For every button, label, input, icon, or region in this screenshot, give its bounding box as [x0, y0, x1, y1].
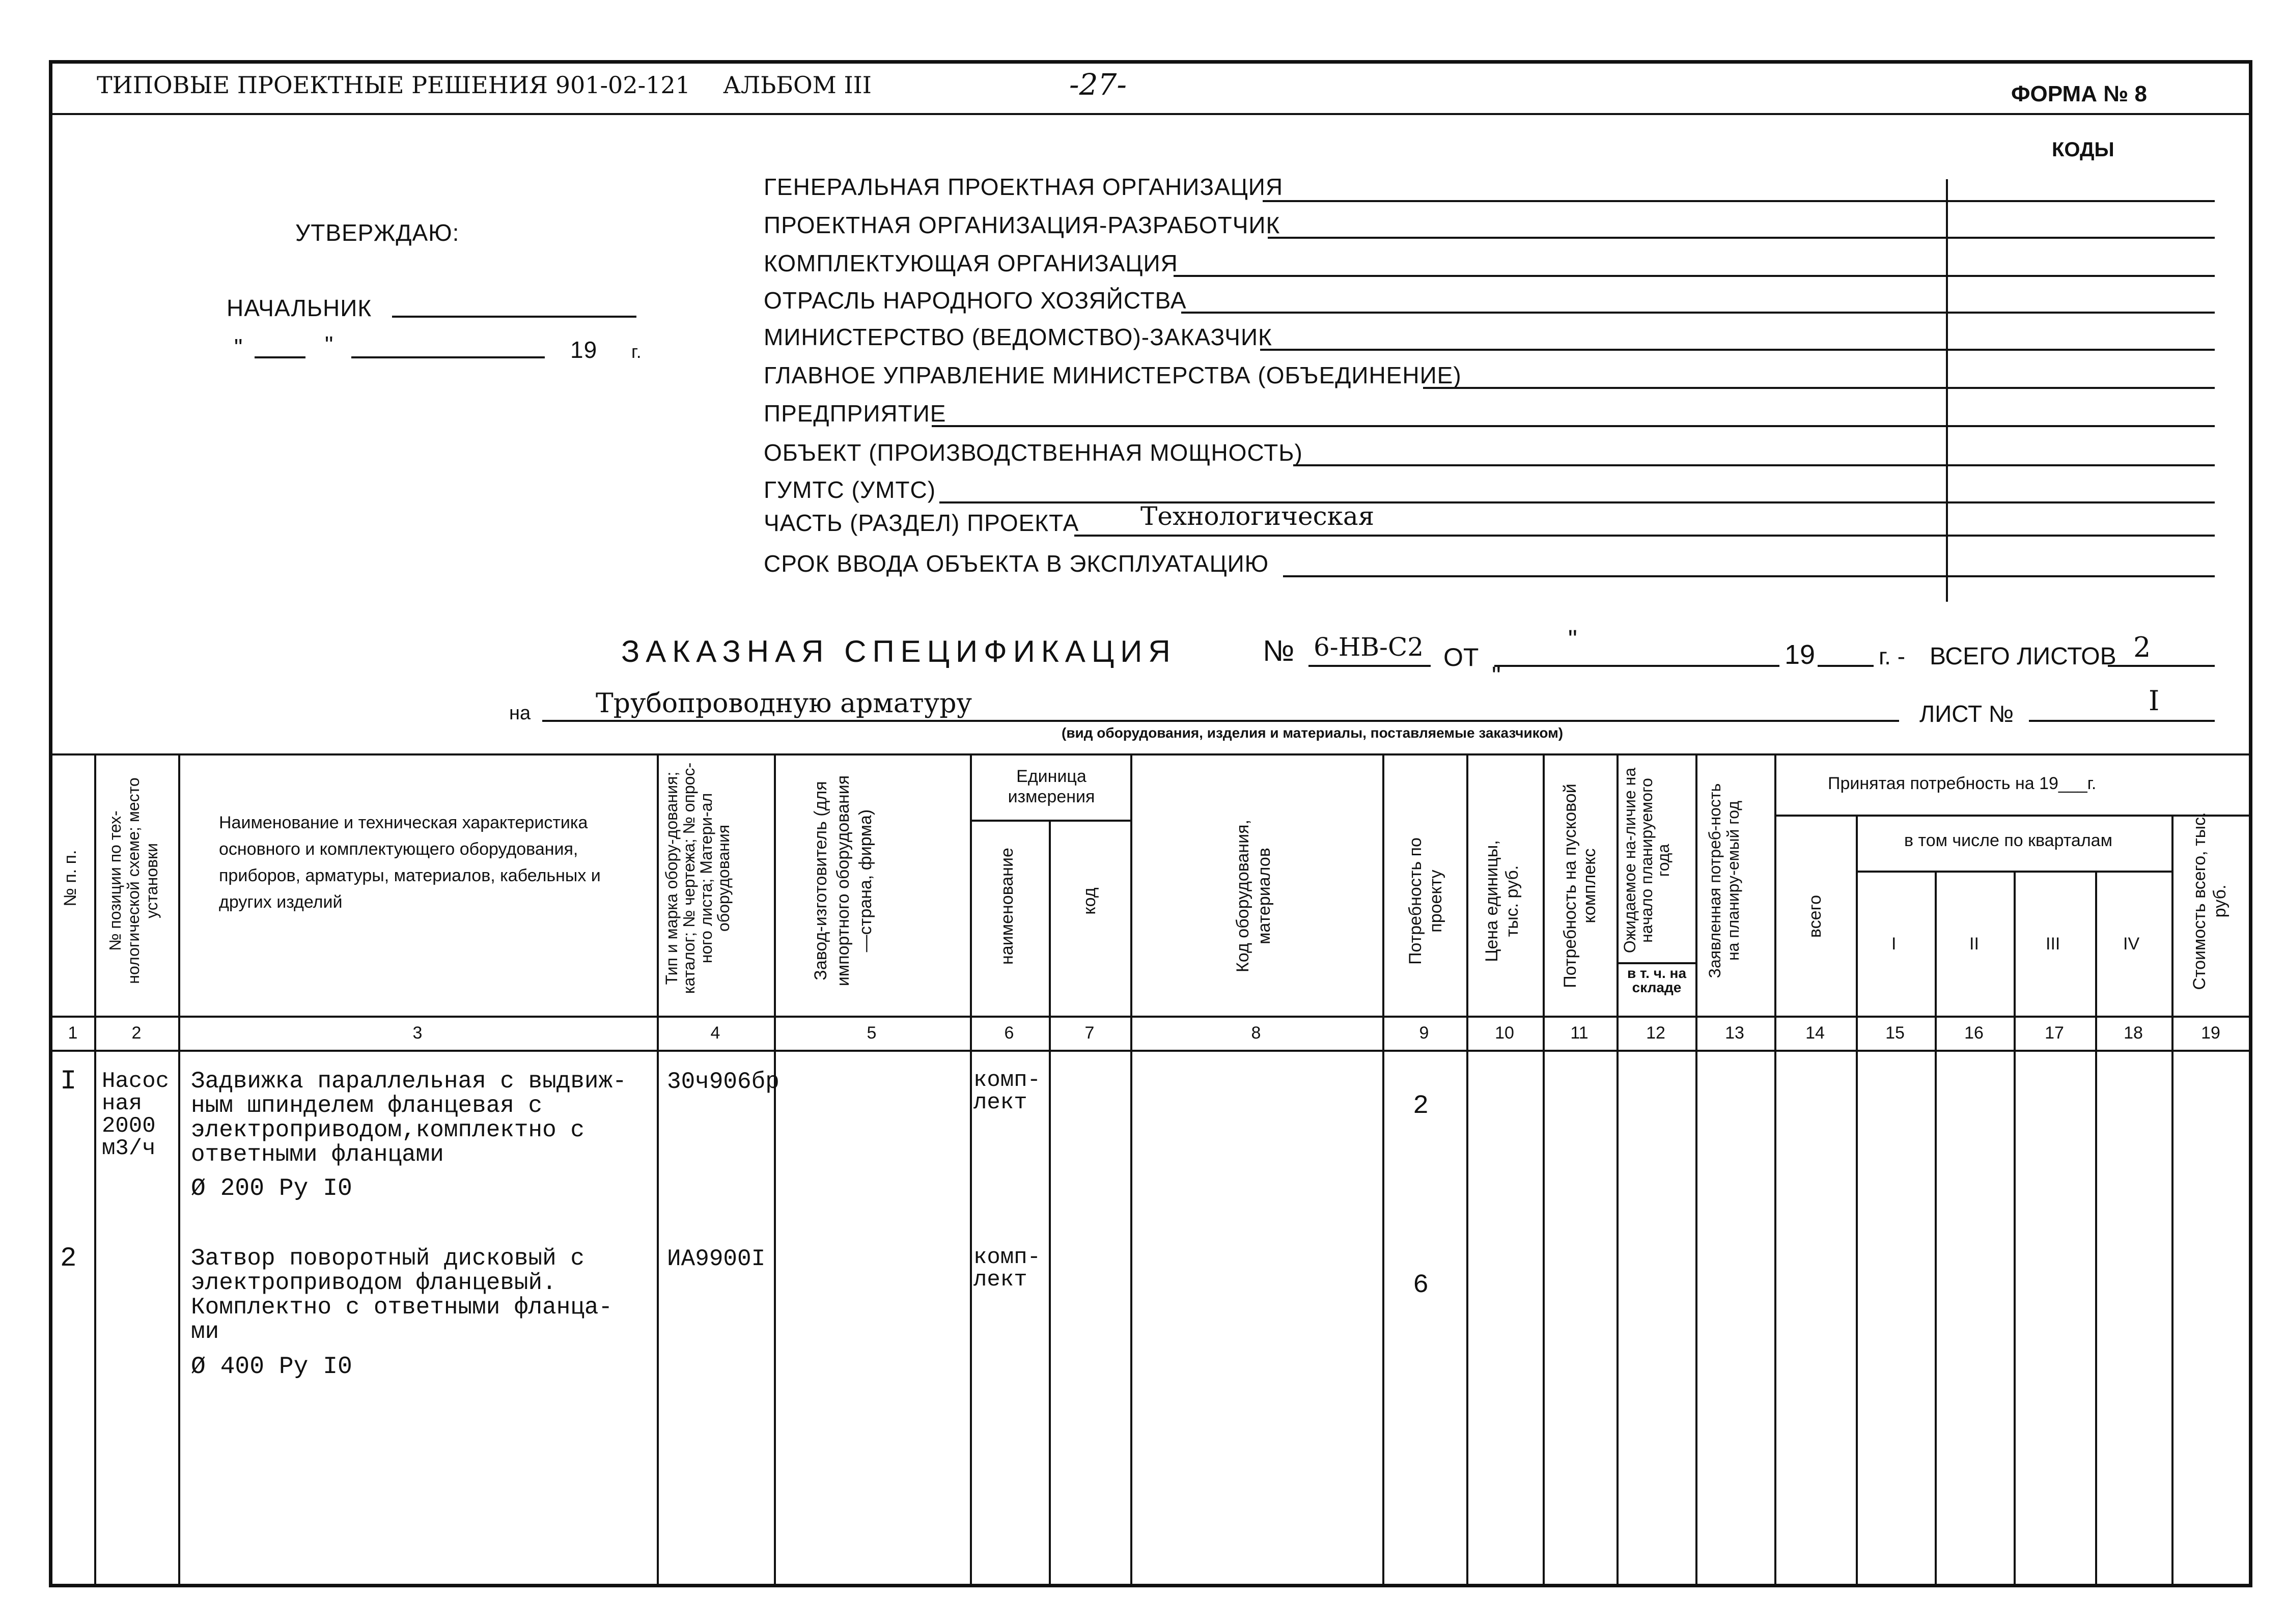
org-enterprise-line — [932, 425, 2215, 427]
date-month-line — [351, 356, 545, 358]
warehouse-sub-line — [1617, 962, 1695, 964]
approval-year-suffix: г. — [631, 341, 642, 362]
col-line-11 — [1617, 753, 1619, 1585]
spec-date-line — [1494, 665, 1779, 667]
spec-date-quote-close: " — [1492, 661, 1501, 690]
row-1-unit: комп- лект — [973, 1068, 1041, 1115]
spec-for-value: Трубопроводную арматуру — [596, 688, 972, 719]
spec-date-quote-open: " — [1568, 625, 1577, 653]
spec-for-label: на — [509, 703, 531, 724]
date-close-quote: " — [325, 331, 334, 358]
org-section-label: ЧАСТЬ (РАЗДЕЛ) ПРОЕКТА — [764, 510, 1079, 536]
spec-number-label: № — [1263, 634, 1295, 667]
colnum-3: 3 — [412, 1023, 423, 1043]
col-line-16 — [2014, 871, 2016, 1585]
col-line-3 — [657, 753, 659, 1585]
colnum-13: 13 — [1725, 1023, 1744, 1043]
spec-sheet: I — [2149, 685, 2160, 717]
colnum-9: 9 — [1419, 1023, 1429, 1043]
col-line-5 — [970, 753, 972, 1585]
col-header-1: № п. п. — [61, 850, 80, 907]
colnum-10: 10 — [1495, 1023, 1514, 1043]
org-deadline-line — [1283, 575, 2215, 577]
row-1-spec: Ø 200 Ру I0 — [191, 1175, 352, 1202]
col-header-8: Код оборудования, материалов — [1233, 820, 1274, 972]
org-developer-label: ПРОЕКТНАЯ ОРГАНИЗАЦИЯ-РАЗРАБОТЧИК — [764, 212, 1280, 238]
unit-group-line — [970, 820, 1130, 822]
col-header-4: Тип и марка обору-дования; каталог; № чертежа; № опрос-ного листа; Матери-ал оборудования — [662, 762, 733, 994]
col-header-13: Заявленная потреб-ность на планиру-емый год — [1706, 783, 1742, 978]
colnum-11: 11 — [1570, 1023, 1589, 1043]
quarter-3-header: III — [2046, 934, 2060, 954]
table-top-border — [51, 753, 2250, 755]
colnum-16: 16 — [1964, 1023, 1984, 1043]
quarters-group-line — [1856, 871, 2171, 873]
colnum-6: 6 — [1004, 1023, 1014, 1043]
quarters-header: в том числе по кварталам — [1904, 831, 2112, 850]
col-line-14 — [1856, 815, 1858, 1585]
spec-total: 2 — [2133, 631, 2151, 663]
spec-sheet-line — [2029, 720, 2215, 722]
col-header-10: Цена единицы, тыс. руб. — [1482, 840, 1522, 962]
org-main-dept-line — [1423, 387, 2215, 389]
col-header-19: Стоимость всего, тыс. руб. — [2190, 812, 2230, 990]
colnum-1: 1 — [68, 1023, 78, 1043]
col-line-18 — [2171, 815, 2173, 1585]
org-ministry-label: МИНИСТЕРСТВО (ВЕДОМСТВО)-ЗАКАЗЧИК — [764, 324, 1272, 350]
form-number: ФОРМА № 8 — [2011, 81, 2147, 106]
spec-year-line — [1818, 665, 1874, 667]
row-1-num: I — [60, 1066, 77, 1097]
org-industry-label: ОТРАСЛЬ НАРОДНОГО ХОЗЯЙСТВА — [764, 287, 1187, 314]
spec-number-line — [1308, 665, 1431, 667]
col-header-2: № позиции по тех-нологической схеме; место установки — [106, 777, 161, 984]
row-2-name: Затвор поворотный дисковый с электроприводом фланцевый. Комплектно с ответными фланца- ми — [191, 1245, 613, 1345]
colnum-15: 15 — [1885, 1023, 1905, 1043]
row-1-name: Задвижка параллельная с выдвиж- ным шпинделем фланцевая с электроприводом,комплектно с ответными фланцами — [191, 1068, 627, 1168]
spec-total-label: ВСЕГО ЛИСТОВ — [1930, 643, 2116, 670]
spec-for-line — [542, 720, 1899, 722]
col-header-9: Потребность по проекту — [1406, 837, 1445, 965]
spec-sheet-label: ЛИСТ № — [1919, 701, 2014, 727]
spec-year-suffix: г. - — [1879, 643, 1906, 669]
page-number: -27- — [1069, 67, 1127, 102]
colnum-5: 5 — [867, 1023, 877, 1043]
colnum-18: 18 — [2124, 1023, 2143, 1043]
date-day-line — [255, 356, 305, 358]
colnum-19: 19 — [2201, 1023, 2220, 1043]
row-1-type: 30ч906бр — [667, 1069, 779, 1095]
colnum-8: 8 — [1251, 1023, 1261, 1043]
org-gumts-line — [939, 501, 2215, 503]
org-gumts-label: ГУМТС (УМТС) — [764, 477, 936, 503]
org-enterprise-label: ПРЕДПРИЯТИЕ — [764, 400, 946, 427]
org-section-value: Технологическая — [1140, 501, 1375, 531]
col-header-7: код — [1080, 887, 1099, 915]
org-section-line — [1074, 535, 2215, 537]
col-line-10 — [1543, 753, 1545, 1585]
colnum-4: 4 — [710, 1023, 720, 1043]
row-2-num: 2 — [60, 1243, 77, 1274]
codes-divider — [1946, 179, 1948, 602]
row-1-position: Насос ная 2000 м3/ч — [102, 1069, 170, 1161]
col-line-6 — [1049, 820, 1051, 1585]
org-industry-line — [1181, 312, 2215, 314]
col-line-13 — [1774, 753, 1776, 1585]
col-line-17 — [2095, 871, 2097, 1585]
chief-signature-line — [392, 316, 636, 318]
org-supplier-label: КОМПЛЕКТУЮЩАЯ ОРГАНИЗАЦИЯ — [764, 250, 1178, 276]
spec-from-label: ОТ — [1443, 643, 1479, 671]
colnum-12: 12 — [1646, 1023, 1665, 1043]
quarter-2-header: II — [1969, 934, 1979, 954]
org-supplier-line — [1174, 275, 2215, 277]
row-2-spec: Ø 400 Ру I0 — [191, 1353, 352, 1381]
approve-label: УТВЕРЖДАЮ: — [295, 219, 460, 246]
quarter-4-header: IV — [2123, 934, 2140, 954]
spec-number: 6-НВ-С2 — [1314, 632, 1424, 662]
codes-label: КОДЫ — [2052, 138, 2114, 161]
col-line-8 — [1382, 753, 1384, 1585]
colnum-7: 7 — [1084, 1023, 1095, 1043]
col-line-1 — [94, 753, 96, 1585]
col-line-15 — [1935, 871, 1937, 1585]
col-line-4 — [774, 753, 776, 1585]
spec-title: ЗАКАЗНАЯ СПЕЦИФИКАЦИЯ — [621, 634, 1177, 668]
row-1-qty: 2 — [1413, 1091, 1429, 1121]
org-object-line — [1293, 464, 2215, 466]
colnum-2: 2 — [131, 1023, 142, 1043]
quarter-1-header: I — [1891, 934, 1897, 954]
col-header-12-sub: в т. ч. на складе — [1627, 965, 1687, 995]
date-open-quote: " — [234, 334, 243, 360]
col-header-6: наименование — [997, 848, 1017, 965]
row-2-type: ИА9900I — [667, 1246, 766, 1272]
unit-group-header: Единица измерения — [1008, 767, 1095, 806]
colnum-14: 14 — [1805, 1023, 1825, 1043]
col-line-12 — [1695, 753, 1697, 1585]
org-object-label: ОБЪЕКТ (ПРОИЗВОДСТВЕННАЯ МОЩНОСТЬ) — [764, 439, 1303, 466]
chief-label: НАЧАЛЬНИК — [227, 295, 372, 321]
spec-year: 19 — [1785, 639, 1816, 670]
org-deadline-label: СРОК ВВОДА ОБЪЕКТА В ЭКСПЛУАТАЦИЮ — [764, 550, 1269, 577]
row-2-qty: 6 — [1413, 1270, 1429, 1300]
approval-year: 19 — [570, 337, 598, 363]
table-header-bottom — [51, 1016, 2250, 1018]
table-colnum-bottom — [51, 1050, 2250, 1052]
col-line-2 — [178, 753, 180, 1585]
header-divider — [51, 113, 2250, 115]
accepted-header: Принятая потребность на 19___г. — [1828, 774, 2097, 793]
accepted-group-line — [1774, 815, 2250, 817]
colnum-17: 17 — [2045, 1023, 2064, 1043]
row-2-unit: комп- лект — [973, 1245, 1041, 1293]
col-header-14: всего — [1805, 894, 1825, 938]
col-header-12: Ожидаемое на-личие на начало планируемого года — [1621, 767, 1673, 954]
col-header-11: Потребность на пусковой комплекс — [1561, 783, 1599, 988]
album-label: АЛЬБОМ III — [723, 71, 872, 99]
org-ministry-line — [1260, 349, 2215, 351]
org-general-line — [1263, 200, 2215, 202]
org-main-dept-label: ГЛАВНОЕ УПРАВЛЕНИЕ МИНИСТЕРСТВА (ОБЪЕДИНЕНИЕ) — [764, 362, 1462, 388]
col-header-5: Завод-изготовитель (для импортного оборудования —страна, фирма) — [811, 775, 875, 987]
col-header-3: Наименование и техническая характеристика основного и комплектующего оборудования, приборов, арматуры, материалов, кабельных и других изделий — [219, 813, 601, 912]
col-line-7 — [1130, 753, 1132, 1585]
series-title: ТИПОВЫЕ ПРОЕКТНЫЕ РЕШЕНИЯ 901-02-121 — [97, 71, 690, 99]
org-general-label: ГЕНЕРАЛЬНАЯ ПРОЕКТНАЯ ОРГАНИЗАЦИЯ — [764, 174, 1284, 200]
spec-total-line — [2108, 665, 2215, 667]
spec-note: (вид оборудования, изделия и материалы, поставляемые заказчиком) — [1062, 725, 1564, 741]
col-line-9 — [1466, 753, 1468, 1585]
org-developer-line — [1268, 237, 2215, 239]
